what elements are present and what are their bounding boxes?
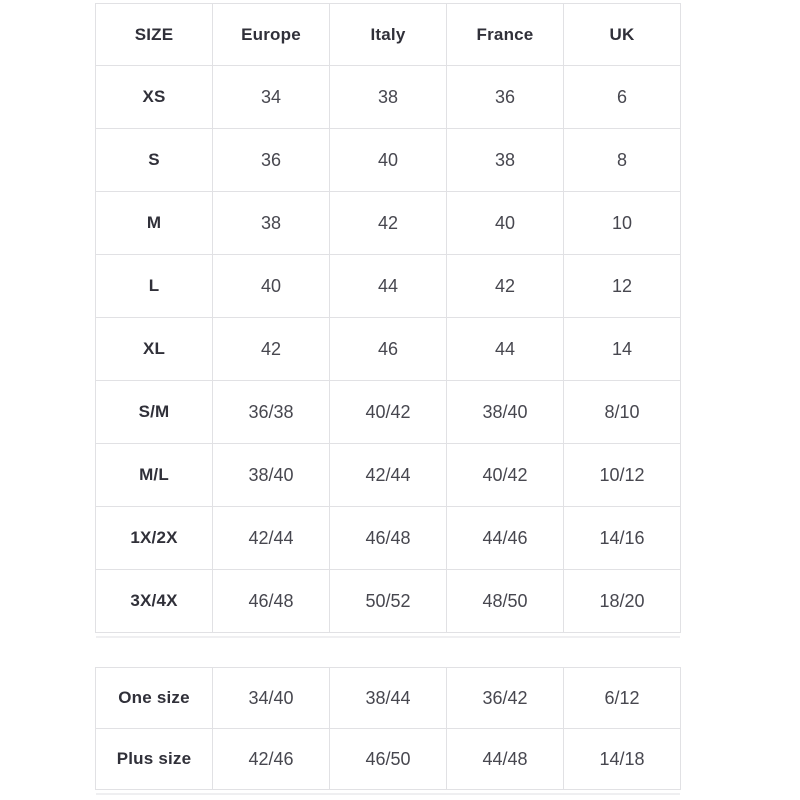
special-table-bottom-shadow (96, 793, 680, 795)
size-table-header (96, 4, 681, 66)
size-value-cell: 42/44 (330, 444, 447, 507)
size-value-cell: 44 (330, 255, 447, 318)
size-value-cell: 6 (564, 66, 681, 129)
size-table-body (96, 66, 681, 633)
size-value-cell: 12 (564, 255, 681, 318)
size-value-cell: 46/50 (330, 729, 447, 790)
header-row (96, 4, 681, 66)
special-sizes-table-body (96, 668, 681, 790)
size-label: M (96, 192, 213, 255)
size-label: 3X/4X (96, 570, 213, 633)
table-row (96, 318, 681, 381)
size-value-cell: 10/12 (564, 444, 681, 507)
special-sizes-table (95, 667, 681, 790)
size-label: XL (96, 318, 213, 381)
size-value-cell: 36/42 (447, 668, 564, 729)
size-value-cell: 50/52 (330, 570, 447, 633)
table-row (96, 255, 681, 318)
table-row (96, 570, 681, 633)
size-value-cell: 36 (447, 66, 564, 129)
size-value-cell: 14/18 (564, 729, 681, 790)
size-value-cell: 40/42 (447, 444, 564, 507)
size-label: S/M (96, 381, 213, 444)
table-row (96, 668, 681, 729)
size-value-cell: 10 (564, 192, 681, 255)
size-value-cell: 42 (213, 318, 330, 381)
column-header-europe: Europe (213, 4, 330, 66)
size-value-cell: 48/50 (447, 570, 564, 633)
size-conversion-table-wrap (95, 3, 681, 638)
size-value-cell: 42/44 (213, 507, 330, 570)
size-value-cell: 38/44 (330, 668, 447, 729)
special-sizes-table-wrap (95, 667, 681, 795)
size-value-cell: 18/20 (564, 570, 681, 633)
table-row (96, 729, 681, 790)
size-value-cell: 42/46 (213, 729, 330, 790)
size-label: L (96, 255, 213, 318)
size-label: M/L (96, 444, 213, 507)
size-label: Plus size (96, 729, 213, 790)
size-label: XS (96, 66, 213, 129)
size-label: S (96, 129, 213, 192)
size-value-cell: 36/38 (213, 381, 330, 444)
size-value-cell: 42 (330, 192, 447, 255)
size-value-cell: 40 (330, 129, 447, 192)
main-table-bottom-shadow (96, 636, 680, 638)
size-value-cell: 38 (213, 192, 330, 255)
table-row (96, 507, 681, 570)
size-value-cell: 44/46 (447, 507, 564, 570)
column-header-uk: UK (564, 4, 681, 66)
size-value-cell: 44 (447, 318, 564, 381)
size-conversion-table (95, 3, 681, 633)
size-value-cell: 42 (447, 255, 564, 318)
table-row (96, 66, 681, 129)
size-value-cell: 38/40 (447, 381, 564, 444)
size-value-cell: 38/40 (213, 444, 330, 507)
size-value-cell: 40 (447, 192, 564, 255)
size-value-cell: 46/48 (213, 570, 330, 633)
size-value-cell: 44/48 (447, 729, 564, 790)
size-value-cell: 8 (564, 129, 681, 192)
size-value-cell: 8/10 (564, 381, 681, 444)
size-value-cell: 40 (213, 255, 330, 318)
size-value-cell: 14/16 (564, 507, 681, 570)
table-row (96, 192, 681, 255)
size-value-cell: 46/48 (330, 507, 447, 570)
column-header-size: SIZE (96, 4, 213, 66)
size-value-cell: 38 (330, 66, 447, 129)
size-label: One size (96, 668, 213, 729)
size-value-cell: 46 (330, 318, 447, 381)
column-header-italy: Italy (330, 4, 447, 66)
table-row (96, 381, 681, 444)
size-value-cell: 14 (564, 318, 681, 381)
table-row (96, 444, 681, 507)
size-value-cell: 40/42 (330, 381, 447, 444)
size-value-cell: 36 (213, 129, 330, 192)
size-value-cell: 6/12 (564, 668, 681, 729)
table-row (96, 129, 681, 192)
size-value-cell: 34/40 (213, 668, 330, 729)
column-header-france: France (447, 4, 564, 66)
size-value-cell: 34 (213, 66, 330, 129)
size-value-cell: 38 (447, 129, 564, 192)
size-label: 1X/2X (96, 507, 213, 570)
